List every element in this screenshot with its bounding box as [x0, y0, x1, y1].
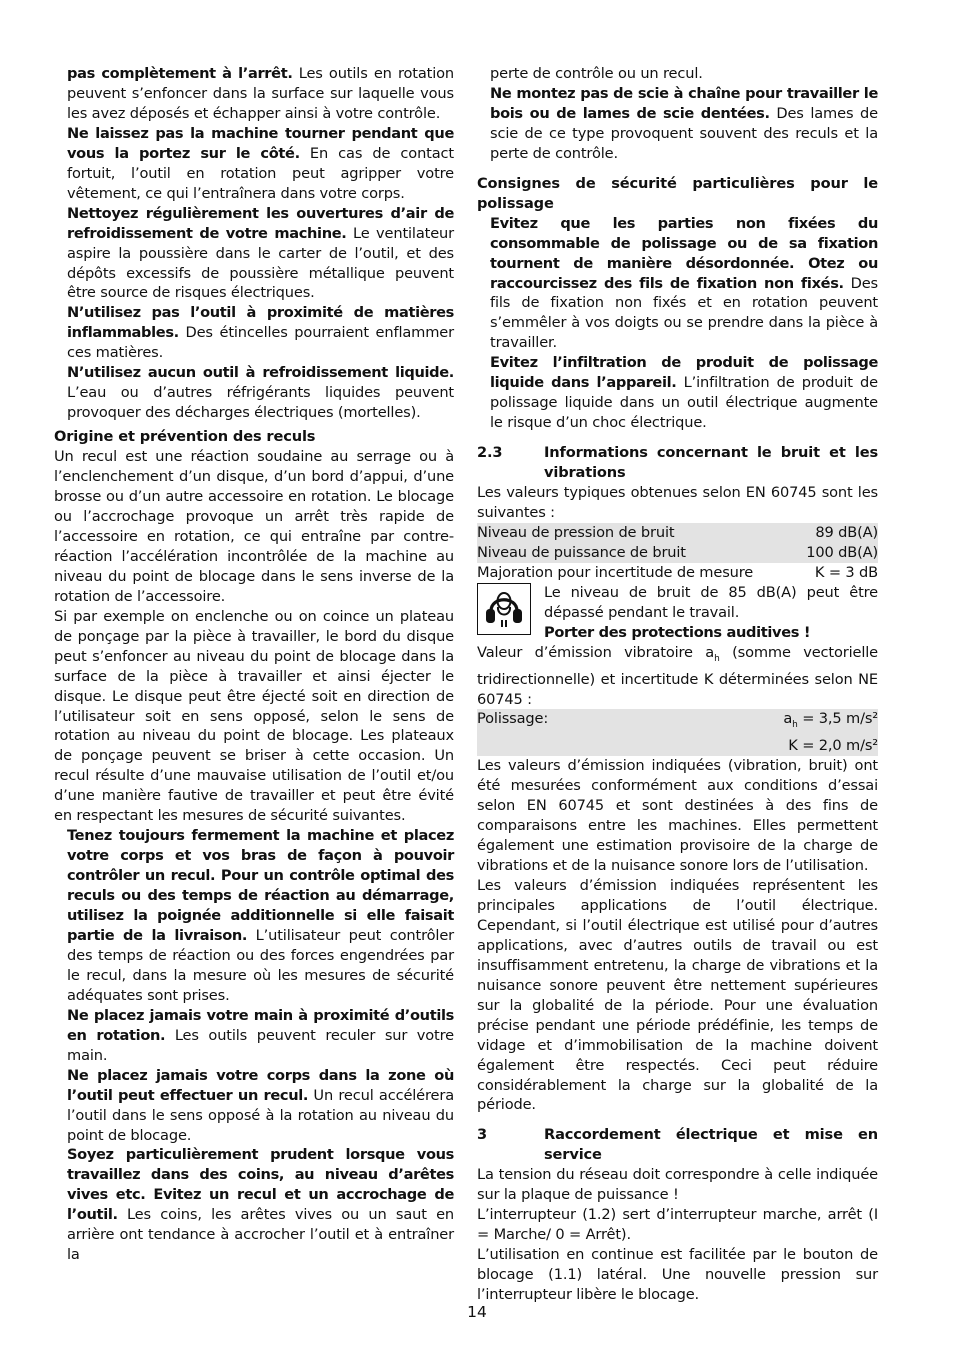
- paragraph: L’utilisation en continue est facilitée par le bouton de blocage (1.1) latéral. Une nouvelle pression sur l’interrupteur libère le blocage.: [477, 1246, 878, 1304]
- section-heading: Origine et prévention des reculs: [54, 428, 316, 446]
- paragraph: Si par exemple on enclenche ou on coince un plateau de ponçage par la pièce à travailler, le bord du disque peut s’enfoncer au niveau du point de blocage dans la surface de la pièce à travailler et ainsi éjecter le disque. Le disque peut être éjecté soit en direction de l’utilisateur soit en sens opposé, selon le sens de rotation au niveau du point de blocage. Les plateaux de ponçage peuvent se briser à cette occasion. Un recul résulte d’une mauvaise utilisation de l’outil et/ou d’une manière fautive de travailler et peut être évité en respectant les mesures de sécurité suivantes.: [54, 607, 454, 825]
- section-heading: Consignes de sécurité particulières pour le polissage: [477, 174, 878, 212]
- noise-value: 100 dB(A): [806, 543, 878, 561]
- bold-text: N’utilisez pas l’outil à proximité de matières inflammables.: [67, 304, 454, 342]
- subscript: h: [792, 720, 798, 731]
- paragraph: [54, 1006, 454, 1066]
- body-text: Le ventilateur aspire la poussière dans le carter de l’outil, et des dépôts excessifs de poussière métallique peuvent être source de risques électriques.: [67, 224, 454, 302]
- bold-text: Evitez que les parties non fixées du consommable de polissage ou de sa fixation tournent de manière désordonnée. Otez ou raccourcissez des fils de fixation non fixés.: [490, 214, 878, 292]
- bold-text: Porter des protections auditives !: [544, 623, 811, 641]
- body-text: L’eau ou d’autres réfrigérants liquides peuvent provoquer des décharges électriques (mortelles).: [67, 384, 454, 422]
- paragraph: [54, 64, 454, 124]
- paragraph: [54, 363, 454, 423]
- bold-text: Ne placez jamais votre corps dans la zone où l’outil peut effectuer un recul.: [67, 1066, 454, 1104]
- paragraph: [54, 204, 454, 304]
- subscript: h: [714, 653, 720, 664]
- noise-label: Majoration pour incertitude de mesure: [477, 563, 754, 581]
- bold-text: Ne laissez pas la machine tourner pendant que vous la portez sur le côté.: [67, 124, 454, 162]
- noise-warning: [544, 583, 878, 643]
- paragraph: [477, 214, 878, 354]
- vibration-uncertainty: K = 2,0 m/s²: [788, 737, 878, 755]
- vibration-row: [477, 736, 878, 756]
- body-text: Les outils peuvent reculer sur votre main.: [67, 1026, 454, 1064]
- paragraph: [54, 826, 454, 1006]
- noise-value: K = 3 dB: [814, 563, 878, 581]
- bold-text: Nettoyez régulièrement les ouvertures d’air de refroidissement de votre machine.: [67, 204, 454, 242]
- vibration-row: [477, 709, 878, 736]
- body-text: Des étincelles pourraient enflammer ces matières.: [67, 324, 454, 362]
- bold-text: N’utilisez aucun outil à refroidissement liquide.: [67, 364, 454, 382]
- body-text: Les outils en rotation peuvent s’enfoncer dans la surface sur laquelle vous les avez déposés et échapper ainsi à votre contrôle.: [67, 65, 454, 122]
- section-title: Informations concernant le bruit et les vibrations: [544, 444, 878, 482]
- body-text: (somme vectorielle tridirectionnelle) et incertitude K déterminées selon NE 60745 :: [477, 643, 878, 708]
- bold-text: Soyez particulièrement prudent lorsque vous travaillez dans des coins, au niveau d’arêtes vives etc. Evitez un recul et un accrochage de l’outil.: [67, 1146, 454, 1224]
- bold-text: Evitez l’infiltration de produit de polissage liquide dans l’appareil.: [490, 354, 878, 392]
- vibration-value: [783, 709, 878, 736]
- paragraph: perte de contrôle ou un recul.: [490, 65, 703, 82]
- hearing-protection-notice: [477, 583, 878, 643]
- section-heading-3: [477, 1125, 878, 1165]
- paragraph: [54, 124, 454, 204]
- bold-text: Ne placez jamais votre main à proximité d’outils en rotation.: [67, 1006, 454, 1044]
- section-heading-2-3: [477, 443, 878, 483]
- paragraph: [477, 643, 878, 710]
- noise-label: Niveau de pression de bruit: [477, 523, 675, 541]
- paragraph: Les valeurs typiques obtenues selon EN 60745 sont les suivantes :: [477, 484, 878, 522]
- noise-row: [477, 543, 878, 563]
- vibration-label: Polissage:: [477, 710, 549, 728]
- paragraph: [477, 84, 878, 164]
- body-text: a: [783, 710, 793, 728]
- paragraph: Les valeurs d’émission indiquées (vibration, bruit) ont été mesurées conformément aux conditions d’essai selon EN 60745 et sont destinées à des fins de comparaisons entre les machines. Elles permettent également une estimation provisoire de la charge de vibrations et de la nuisance sonore lors de l’utilisation.: [477, 757, 878, 875]
- bold-text: pas complètement à l’arrêt.: [67, 65, 293, 82]
- paragraph: La tension du réseau doit correspondre à celle indiquée sur la plaque de puissance !: [477, 1166, 878, 1204]
- paragraph: [54, 1066, 454, 1146]
- noise-label: Niveau de puissance de bruit: [477, 543, 686, 561]
- body-text: Le niveau de bruit de 85 dB(A) peut être dépassé pendant le travail.: [544, 583, 878, 621]
- bold-text: Tenez toujours fermement la machine et placez votre corps et vos bras de façon à pouvoir contrôler un recul. Pour un contrôle optimal des reculs ou des temps de réaction au démarrage, utilisez la poignée additionnelle si elle faisait partie de la livraison.: [67, 827, 454, 944]
- body-text: Un recul accélérera l’outil dans le sens opposé à la rotation au niveau du point de blocage.: [67, 1086, 455, 1144]
- paragraph: [54, 1145, 454, 1265]
- body-text: L’infiltration de produit de polissage liquide dans un outil électrique augmente le risque d’un choc électrique.: [490, 374, 878, 432]
- right-column: [477, 64, 878, 1305]
- paragraph: [54, 303, 454, 363]
- section-number: 2.3: [477, 444, 503, 462]
- body-text: Des fils de fixation non fixés et en rotation peuvent s’emmêler à vos doigts ou se prendre dans la pièce à travailler.: [490, 274, 879, 352]
- noise-row: [477, 563, 878, 583]
- noise-value: 89 dB(A): [815, 523, 878, 541]
- page-number: 14: [467, 1303, 487, 1321]
- paragraph: Un recul est une réaction soudaine au serrage ou à l’enclenchement d’un disque, d’un bord d’appui, d’une brosse ou d’un autre accessoire en rotation. Le blocage ou l’accrochage provoque un arrêt très rapide de l’accessoire en rotation, ce qui entraîne par contre-réaction l’accélération incontrôlée de la machine au niveau du point de blocage dans le sens inverse de la rotation de l’accessoire.: [54, 448, 454, 605]
- ear-protection-icon: [477, 583, 531, 635]
- section-title: Raccordement électrique et mise en service: [544, 1126, 878, 1164]
- body-text: = 3,5 m/s²: [797, 710, 878, 728]
- bold-text: Ne montez pas de scie à chaîne pour travailler le bois ou de lames de scie dentées.: [490, 84, 878, 122]
- left-column: [54, 64, 454, 1265]
- body-text: Les coins, les arêtes vives ou un saut en arrière ont tendance à accrocher l’outil et à entraîner la: [67, 1206, 454, 1264]
- body-text: L’utilisateur peut contrôler des temps de réaction ou des forces engendrées par le recul, dans la mesure où les mesures de sécurité adéquates sont prises.: [67, 926, 454, 1004]
- section-number: 3: [477, 1126, 488, 1144]
- body-text: Valeur d’émission vibratoire a: [477, 643, 715, 661]
- paragraph: L’interrupteur (1.2) sert d’interrupteur marche, arrêt (I = Marche/ 0 = Arrêt).: [477, 1206, 878, 1244]
- vibration-table: [477, 709, 878, 756]
- body-text: En cas de contact fortuit, l’outil en rotation peut agripper votre vêtement, ce qui l’entraînera dans votre corps.: [67, 144, 454, 202]
- paragraph: Les valeurs d’émission indiquées représentent les principales applications de l’outil électrique. Cependant, si l’outil électrique est utilisé pour d’autres applications, avec d’autres outils de travail ou est insuffisamment entretenu, la charge de vibrations et la nuisance sonore peuvent être nettement supérieures sur la globalité de la période. Pour une évaluation précise pendant une période prédéfinie, les temps de vidage et d’immobilisation de la machine doivent également être respectés. Ceci peut réduire considérablement la charge sur la globalité de la période.: [477, 876, 878, 1114]
- body-text: Des lames de scie de ce type provoquent souvent des reculs et la perte de contrôle.: [490, 104, 878, 162]
- noise-row: [477, 523, 878, 543]
- paragraph: [477, 353, 878, 433]
